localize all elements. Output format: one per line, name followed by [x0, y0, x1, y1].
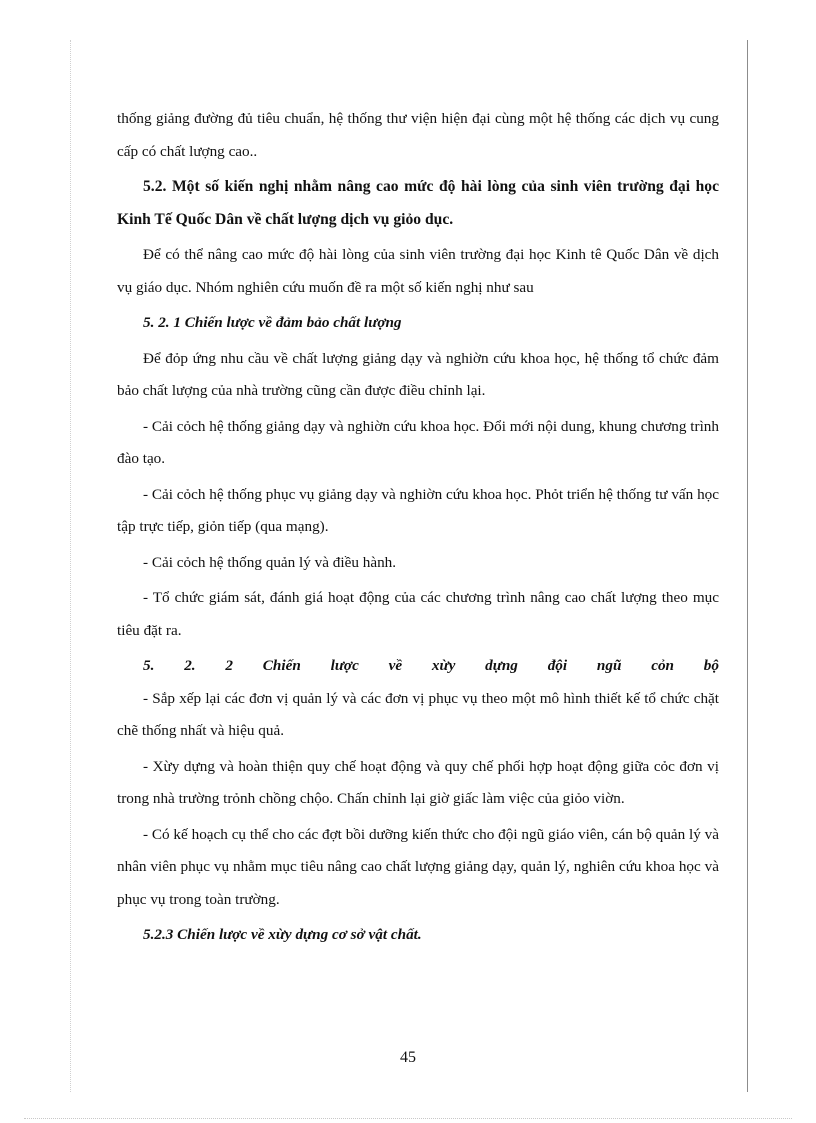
- bullet-supervision: - Tổ chức giám sát, đánh giá hoạt động của các chương trình nâng cao chất lượng theo mục tiêu đặt ra.: [117, 589, 719, 639]
- bullet-training-plan: - Có kế hoạch cụ thể cho các đợt bồi dưỡng kiến thức cho đội ngũ giáo viên, cán bộ quản lý và nhân viên phục vụ nhằm mục tiêu nâng cao chất lượng giảng dạy, quản lý, nghiên cứu khoa học và phục vụ trong toàn trường.: [117, 825, 719, 908]
- bullet-restructure-units: - Sắp xếp lại các đơn vị quản lý và các đơn vị phục vụ theo một mô hình thiết kế tổ chức chặt chẽ thống nhất và hiệu quả.: [117, 689, 719, 739]
- paragraph-intro-recommendations: Để có thể nâng cao mức độ hài lòng của sinh viên trường đại học Kinh tê Quốc Dân về dịch vụ giáo dục. Nhóm nghiên cứu muốn đề ra một số kiến nghị như sau: [117, 246, 719, 296]
- bullet-regulations: - Xừy dựng và hoàn thiện quy chế hoạt động và quy chế phối hợp hoạt động giữa cỏc đơn vị trong nhà trường trỏnh chồng chộo. Chấn chỉnh lại giờ giấc làm việc của giỏo viờn.: [117, 757, 719, 807]
- page-number: 45: [400, 1049, 416, 1066]
- paragraph-library-services: thống giảng đường đủ tiêu chuẩn, hệ thống thư viện hiện đại cùng một hệ thống các dịch vụ cung cấp có chất lượng cao..: [117, 110, 719, 160]
- heading-5-2-3: 5.2.3 Chiến lược về xừy dựng cơ sở vật chất.: [143, 926, 422, 943]
- bullet-management-reform: - Cải cỏch hệ thống quản lý và điều hành.: [143, 553, 397, 571]
- heading-5-2-1: 5. 2. 1 Chiến lược về đảm bảo chất lượng: [143, 314, 402, 331]
- heading-5-2: 5.2. Một số kiến nghị nhằm nâng cao mức độ hài lòng của sinh viên trường đại học Kinh Tế Quốc Dân về chất lượng dịch vụ giỏo dục.: [117, 178, 719, 228]
- page-bottom-divider: [24, 1118, 792, 1119]
- document-body: [117, 103, 719, 952]
- heading-5-2-2: 5. 2. 2 Chiến lược về xừy dựng đội ngũ cỏn bộ: [143, 657, 719, 674]
- paragraph-quality-needs: Để đỏp ứng nhu cầu về chất lượng giảng dạy và nghiờn cứu khoa học, hệ thống tổ chức đảm bảo chất lượng của nhà trường cũng cần được điều chỉnh lại.: [117, 349, 719, 399]
- bullet-teaching-reform: - Cải cỏch hệ thống giảng dạy và nghiờn cứu khoa học. Đổi mới nội dung, khung chương trình đào tạo.: [117, 417, 719, 467]
- bullet-service-reform: - Cải cỏch hệ thống phục vụ giảng dạy và nghiờn cứu khoa học. Phỏt triển hệ thống tư vấn học tập trực tiếp, giỏn tiếp (qua mạng).: [117, 485, 719, 535]
